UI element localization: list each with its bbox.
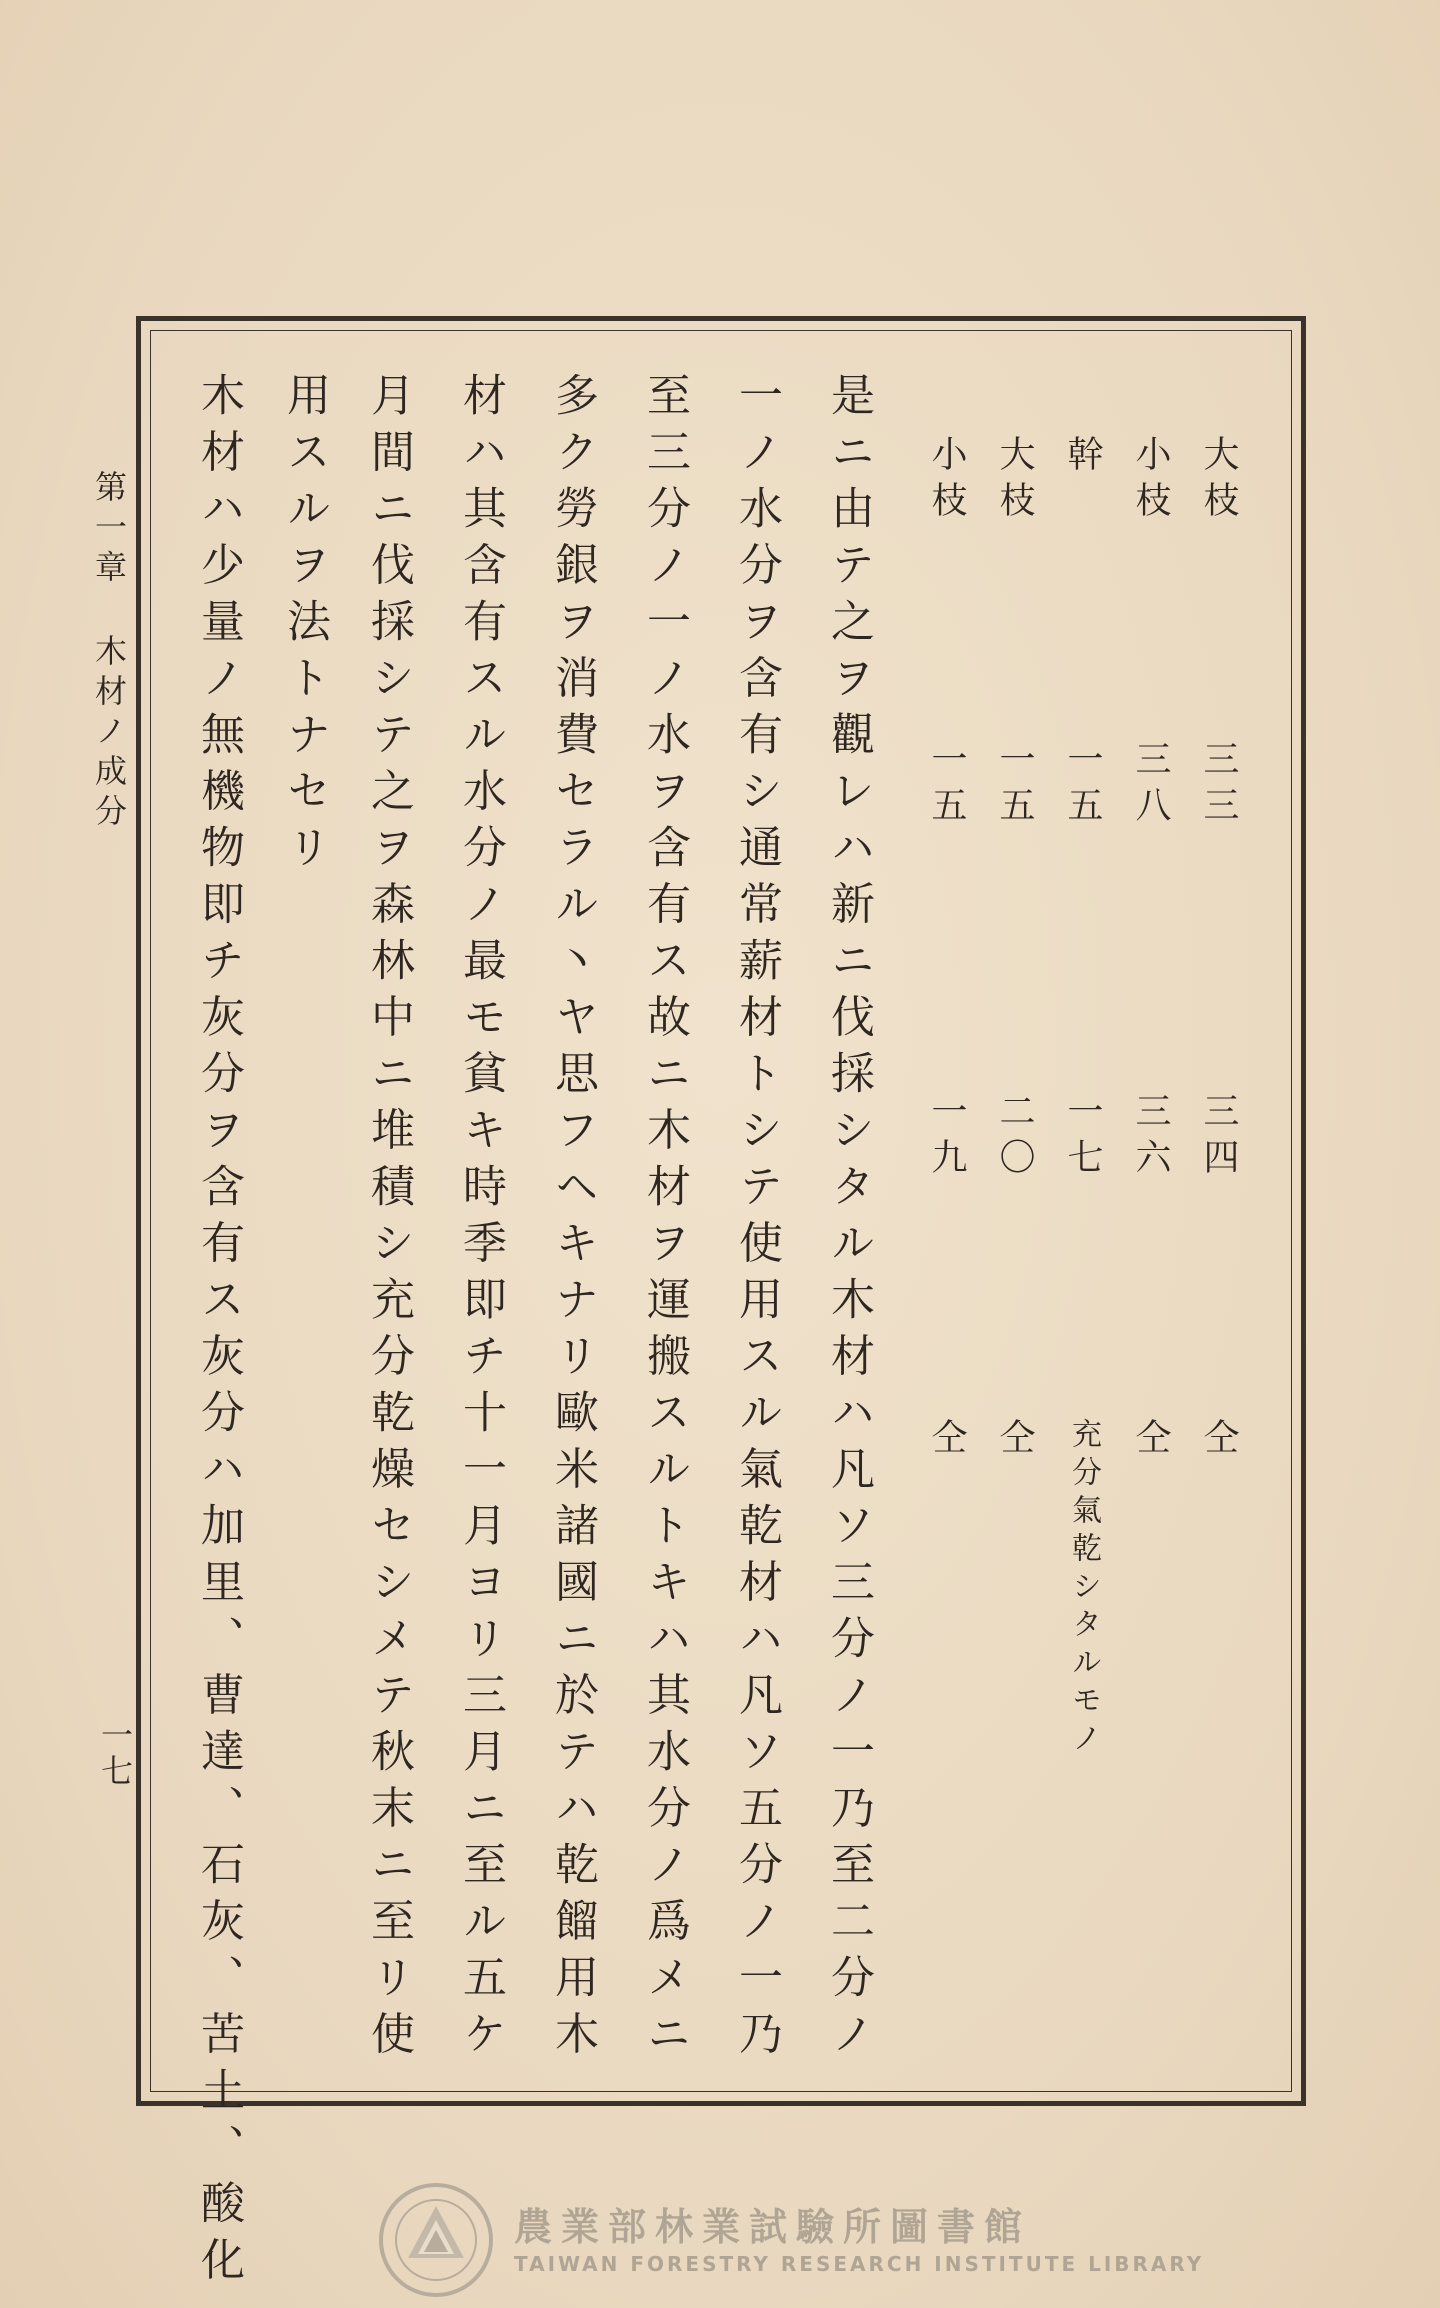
table-row-5-value-2: 一九 — [926, 1092, 967, 1184]
table-row-4-note: 仝 — [994, 1418, 1035, 1464]
body-line-2: 一ノ水分ヲ含有シ通常薪材トシテ使用スル氣乾材ハ凡ソ五分ノ一乃 — [731, 372, 782, 2067]
body-line-8: 木材ハ少量ノ無機物即チ灰分ヲ含有ス灰分ハ加里、曹達、石灰、苦土、酸化 — [193, 372, 244, 2293]
table-row-2-part: 小枝 — [1130, 435, 1171, 527]
body-line-6: 月間ニ伐採シテ之ヲ森林中ニ堆積シ充分乾燥セシメテ秋末ニ至リ使 — [363, 372, 414, 2067]
section-label: 木材ノ成分 — [90, 634, 128, 834]
table-row-3-value-2: 一七 — [1062, 1092, 1103, 1184]
table-row-2-note: 仝 — [1130, 1418, 1171, 1464]
body-line-5: 材ハ其含有スル水分ノ最モ貧キ時季即チ十一月ヨリ三月ニ至ル五ケ — [455, 372, 506, 2067]
library-name-chinese: 農業部林業試驗所圖書館 — [514, 2205, 1032, 2249]
table-row-3-value-1: 一五 — [1062, 740, 1103, 832]
page-number: 一七 — [96, 1718, 134, 1790]
table-row-2-value-2: 三六 — [1130, 1092, 1171, 1184]
table-row-3-note: 充分氣乾シタルモノ — [1066, 1418, 1101, 1760]
body-line-3: 至三分ノ一ノ水ヲ含有ス故ニ木材ヲ運搬スルトキハ其水分ノ爲メニ — [639, 372, 690, 2067]
table-row-4-part: 大枝 — [994, 435, 1035, 527]
table-row-2-value-1: 三八 — [1130, 740, 1171, 832]
table-row-1-value-1: 三三 — [1198, 740, 1239, 832]
table-row-1-part: 大枝 — [1198, 435, 1239, 527]
table-row-5-part: 小枝 — [926, 435, 967, 527]
table-row-1-note: 仝 — [1198, 1418, 1239, 1464]
body-line-4: 多ク勞銀ヲ消費セラル丶ヤ思フヘキナリ歐米諸國ニ於テハ乾餾用木 — [547, 372, 598, 2067]
library-name-english: TAIWAN FORESTRY RESEARCH INSTITUTE LIBRARY — [514, 2252, 1205, 2276]
table-row-5-note: 仝 — [926, 1418, 967, 1464]
table-row-1-value-2: 三四 — [1198, 1092, 1239, 1184]
table-row-4-value-2: 二〇 — [994, 1092, 1035, 1184]
library-seal-icon — [376, 2180, 496, 2300]
body-line-7: 用スルヲ法トナセリ — [279, 372, 330, 881]
running-header — [86, 470, 132, 834]
table-row-5-value-1: 一五 — [926, 740, 967, 832]
table-row-3-part: 幹 — [1062, 435, 1103, 481]
body-line-1: 是ニ由テ之ヲ觀レハ新ニ伐採シタル木材ハ凡ソ三分ノ一乃至二分ノ — [823, 372, 874, 2067]
chapter-label: 第一章 — [90, 470, 128, 590]
table-row-4-value-1: 一五 — [994, 740, 1035, 832]
